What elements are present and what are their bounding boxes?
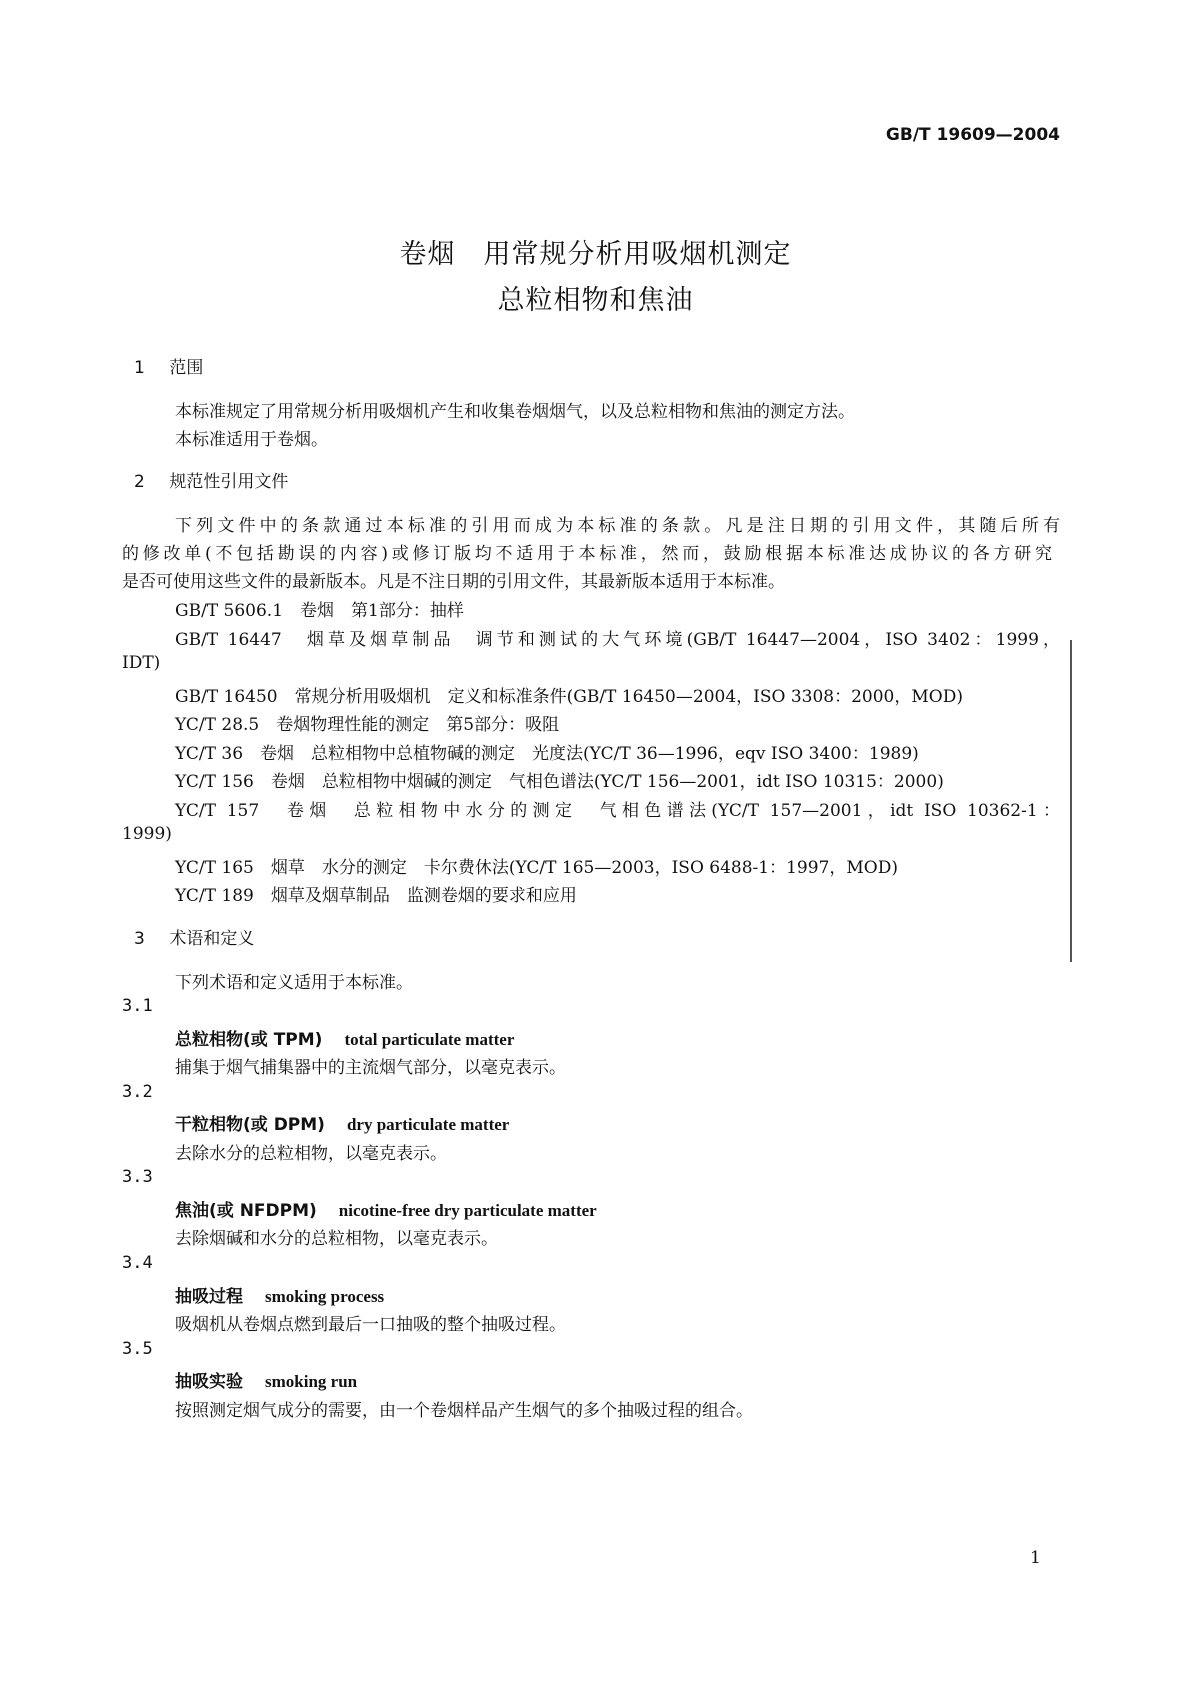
reference-item: YC/T 28.5 卷烟物理性能的测定 第5部分：吸阻 [175,715,560,735]
term-chinese: 焦油(或 NFDPM) [175,1201,317,1221]
term-chinese: 抽吸过程 [175,1287,243,1307]
term-definition: 去除烟碱和水分的总粒相物，以毫克表示。 [175,1229,498,1249]
section-1-paragraph-2: 本标准适用于卷烟。 [175,430,328,450]
reference-item: YC/T 156 卷烟 总粒相物中烟碱的测定 气相色谱法(YC/T 156—2001，idt ISO 10315：2000) [175,772,944,792]
margin-change-bar [1070,640,1072,962]
term-heading [175,1110,509,1135]
section-2-heading [134,467,288,492]
term-chinese: 总粒相物(或 TPM) [175,1030,323,1050]
reference-item-continuation: 1999) [122,824,172,844]
reference-item: YC/T 157 卷烟 总粒相物中水分的测定 气相色谱法(YC/T 157—2001，idt ISO 10362-1： [175,801,1060,821]
section-number: 3 [134,929,145,949]
term-number: 3.1 [122,996,153,1016]
term-heading [175,1367,357,1392]
term-english: smoking process [265,1287,385,1306]
reference-item: GB/T 5606.1 卷烟 第1部分：抽样 [175,601,464,621]
section-3-intro: 下列术语和定义适用于本标准。 [175,973,413,993]
reference-item: YC/T 165 烟草 水分的测定 卡尔费休法(YC/T 165—2003，ISO 6488-1：1997，MOD) [175,858,898,878]
section-number: 2 [134,472,145,492]
term-definition: 吸烟机从卷烟点燃到最后一口抽吸的整个抽吸过程。 [175,1315,566,1335]
section-title: 术语和定义 [169,929,255,949]
term-english: nicotine-free dry particulate matter [338,1201,597,1220]
reference-item: GB/T 16447 烟草及烟草制品 调节和测试的大气环境(GB/T 16447—2004，ISO 3402：1999， [175,630,1060,650]
reference-item: YC/T 189 烟草及烟草制品 监测卷烟的要求和应用 [175,886,577,906]
term-number: 3.4 [122,1253,153,1273]
term-definition: 捕集于烟气捕集器中的主流烟气部分，以毫克表示。 [175,1058,566,1078]
term-english: dry particulate matter [346,1115,510,1134]
section-2-intro-line-3: 是否可使用这些文件的最新版本。凡是不注日期的引用文件，其最新版本适用于本标准。 [122,572,785,592]
section-1-heading [134,353,203,378]
section-1-paragraph-1: 本标准规定了用常规分析用吸烟机产生和收集卷烟烟气，以及总粒相物和焦油的测定方法。 [175,402,855,422]
term-definition: 按照测定烟气成分的需要，由一个卷烟样品产生烟气的多个抽吸过程的组合。 [175,1401,753,1421]
document-title-line1: 卷烟 用常规分析用吸烟机测定 [399,239,792,270]
term-english: total particulate matter [344,1030,515,1049]
section-number: 1 [134,358,145,378]
section-title: 规范性引用文件 [169,472,289,492]
standard-code: GB/T 19609—2004 [885,125,1060,145]
term-number: 3.2 [122,1082,153,1102]
term-heading [175,1196,597,1221]
document-title-line2: 总粒相物和焦油 [497,285,694,316]
section-2-intro-line-2: 的修改单(不包括勘误的内容)或修订版均不适用于本标准，然而，鼓励根据本标准达成协议的各方研究 [122,544,1052,564]
term-definition: 去除水分的总粒相物，以毫克表示。 [175,1144,447,1164]
section-title: 范围 [169,358,204,378]
term-heading [175,1282,384,1307]
reference-item: GB/T 16450 常规分析用吸烟机 定义和标准条件(GB/T 16450—2004，ISO 3308：2000，MOD) [175,687,963,707]
term-heading [175,1025,514,1050]
term-english: smoking run [265,1372,358,1391]
term-chinese: 干粒相物(或 DPM) [175,1115,325,1135]
term-chinese: 抽吸实验 [175,1372,243,1392]
term-number: 3.3 [122,1167,153,1187]
section-3-heading [134,924,254,949]
page-number: 1 [1030,1548,1041,1568]
section-2-intro-line-1: 下列文件中的条款通过本标准的引用而成为本标准的条款。凡是注日期的引用文件，其随后所有 [175,516,1060,536]
reference-item-continuation: IDT) [122,653,161,673]
term-number: 3.5 [122,1339,153,1359]
reference-item: YC/T 36 卷烟 总粒相物中总植物碱的测定 光度法(YC/T 36—1996，eqv ISO 3400：1989) [175,744,919,764]
